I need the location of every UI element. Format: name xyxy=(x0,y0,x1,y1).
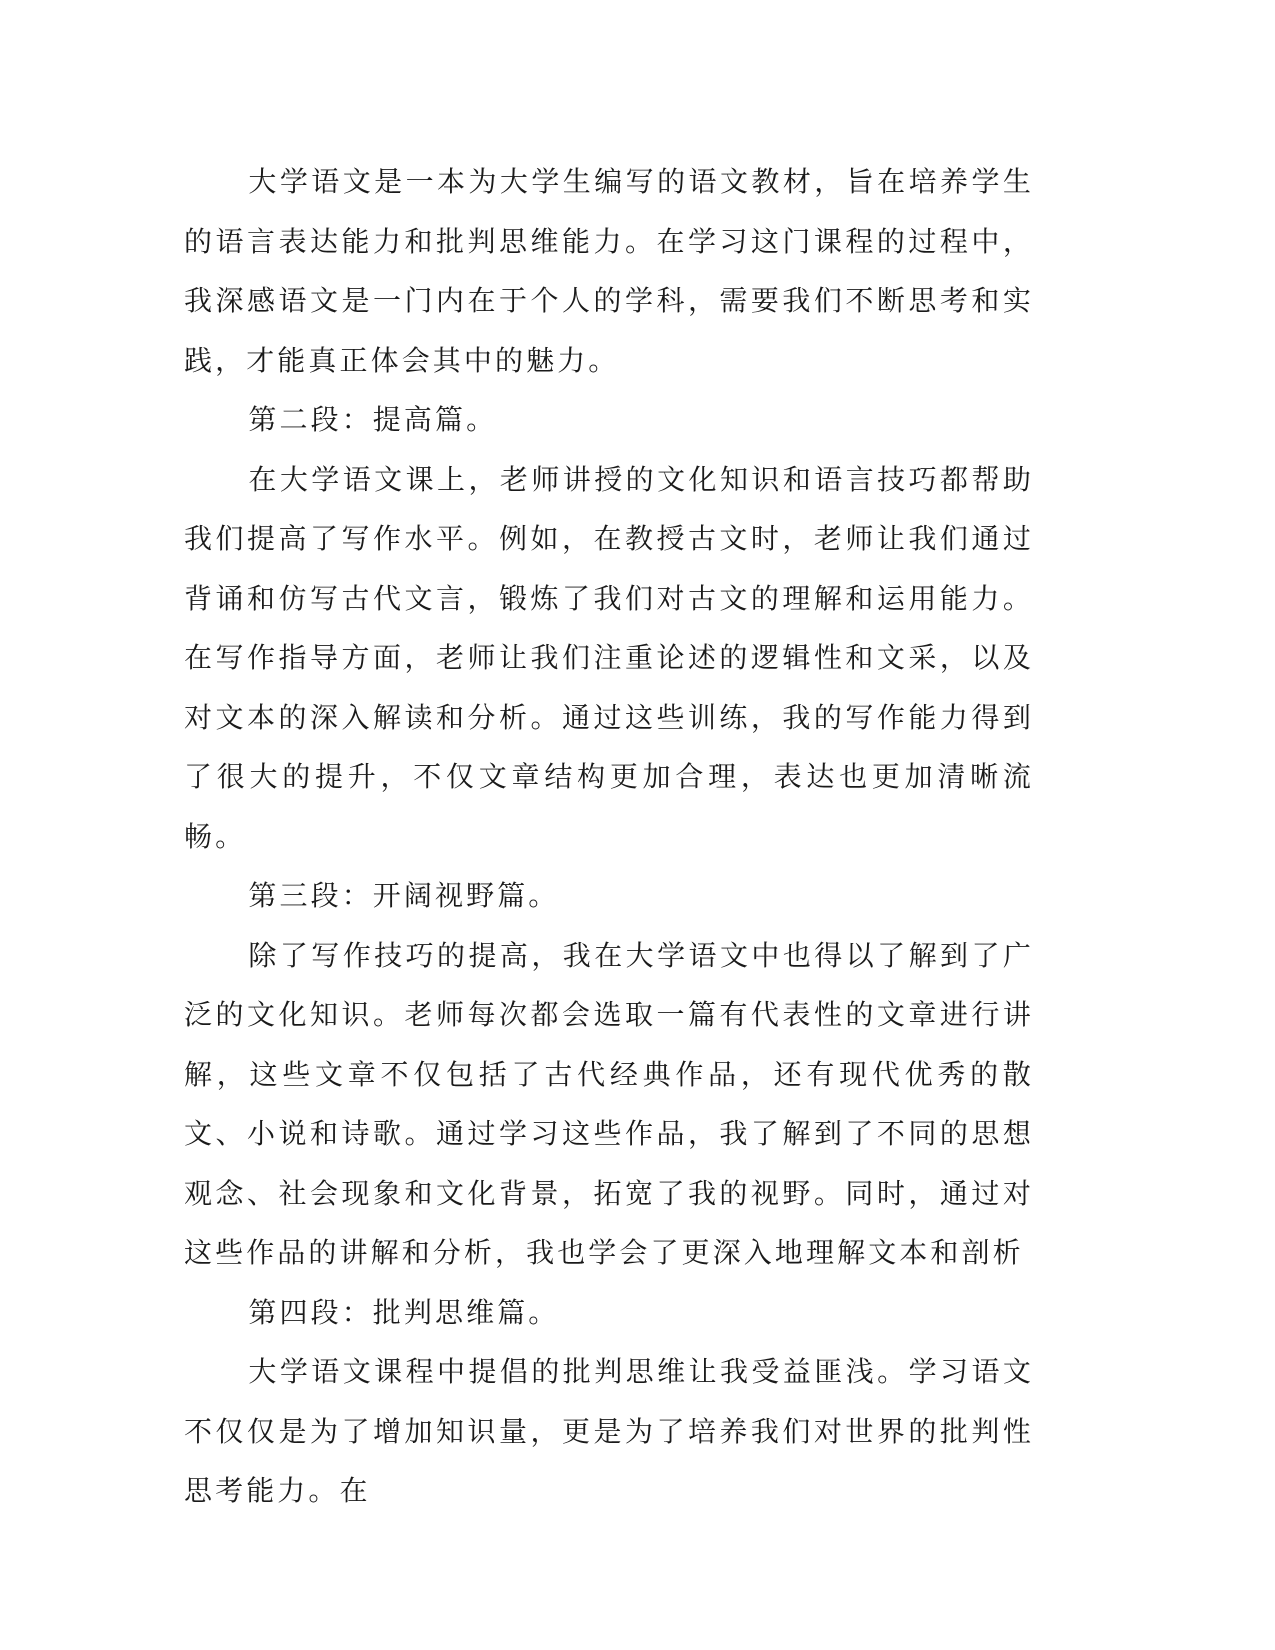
paragraph-intro: 大学语文是一本为大学生编写的语文教材，旨在培养学生的语言表达能力和批判思维能力。在学习这门课程的过程中，我深感语文是一门内在于个人的学科，需要我们不断思考和实践，才能真正体会其中的魅力。 xyxy=(184,165,1034,377)
paragraph-improvement: 在大学语文课上，老师讲授的文化知识和语言技巧都帮助我们提高了写作水平。例如，在教授古文时，老师让我们通过背诵和仿写古代文言，锻炼了我们对古文的理解和运用能力。在写作指导方面，老师让我们注重论述的逻辑性和文采，以及对文本的深入解读和分析。通过这些训练，我的写作能力得到了很大的提升，不仅文章结构更加合理，表达也更加清晰流畅。 xyxy=(184,462,1034,853)
section-heading-4: 第四段：批判思维篇。 xyxy=(248,1295,560,1329)
section-heading-2: 第二段：提高篇。 xyxy=(248,403,498,436)
paragraph-horizons: 除了写作技巧的提高，我在大学语文中也得以了解到了广泛的文化知识。老师每次都会选取一篇有代表性的文章进行讲解，这些文章不仅包括了古代经典作品，还有现代优秀的散文、小说和诗歌。通过学习这些作品，我了解到了不同的思想观念、社会现象和文化背景，拓宽了我的视野。同时，通过对这些作品的讲解和分析，我也学会了更深入地理解文本和剖析 xyxy=(184,938,1034,1269)
section-heading-3: 第三段：开阔视野篇。 xyxy=(248,879,560,912)
document-page xyxy=(184,152,1034,1521)
paragraph-critical-thinking: 大学语文课程中提倡的批判思维让我受益匪浅。学习语文不仅仅是为了增加知识量，更是为了培养我们对世界的批判性思考能力。在 xyxy=(184,1355,1034,1507)
